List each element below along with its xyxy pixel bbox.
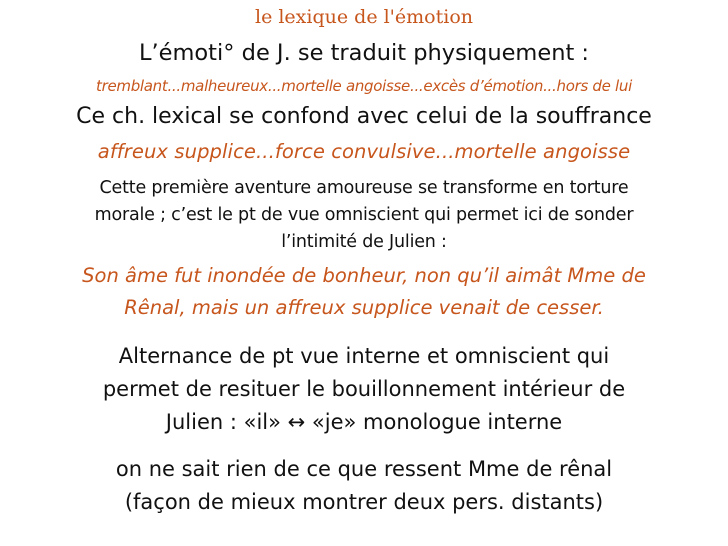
- conclusion-paragraph: [0, 453, 728, 519]
- paragraph-line: l’intimité de Julien :: [281, 232, 447, 252]
- quote-words-line: tremblant...malheureux...mortelle angoisse...excès d’émotion...hors de lui: [96, 77, 632, 95]
- paragraph-line: Cette première aventure amoureuse se transforme en torture: [99, 178, 629, 198]
- text-quote: [0, 260, 728, 324]
- quote-line: Son âme fut inondée de bonheur, non qu’il aimât Mme de: [82, 264, 646, 287]
- lexical-field-line: Ce ch. lexical se confond avec celui de la souffrance: [76, 104, 652, 129]
- paragraph-line: Alternance de pt vue interne et omniscient qui: [118, 344, 610, 368]
- alternance-paragraph: [0, 340, 728, 439]
- suffering-words-line: affreux supplice...force convulsive...mortelle angoisse: [97, 140, 631, 163]
- slide-title: le lexique de l'émotion: [255, 6, 473, 28]
- intro-line: L’émoti° de J. se traduit physiquement :: [138, 40, 590, 66]
- omniscient-paragraph: [0, 175, 728, 256]
- paragraph-line: morale ; c’est le pt de vue omniscient qui permet ici de sonder: [94, 205, 634, 225]
- paragraph-line: on ne sait rien de ce que ressent Mme de rênal: [115, 457, 613, 481]
- paragraph-line: (façon de mieux montrer deux pers. distants): [124, 490, 604, 514]
- paragraph-line: Julien : «il» ↔ «je» monologue interne: [165, 410, 563, 434]
- quote-line: Rênal, mais un affreux supplice venait de cesser.: [124, 296, 604, 319]
- paragraph-line: permet de resituer le bouillonnement intérieur de: [102, 377, 626, 401]
